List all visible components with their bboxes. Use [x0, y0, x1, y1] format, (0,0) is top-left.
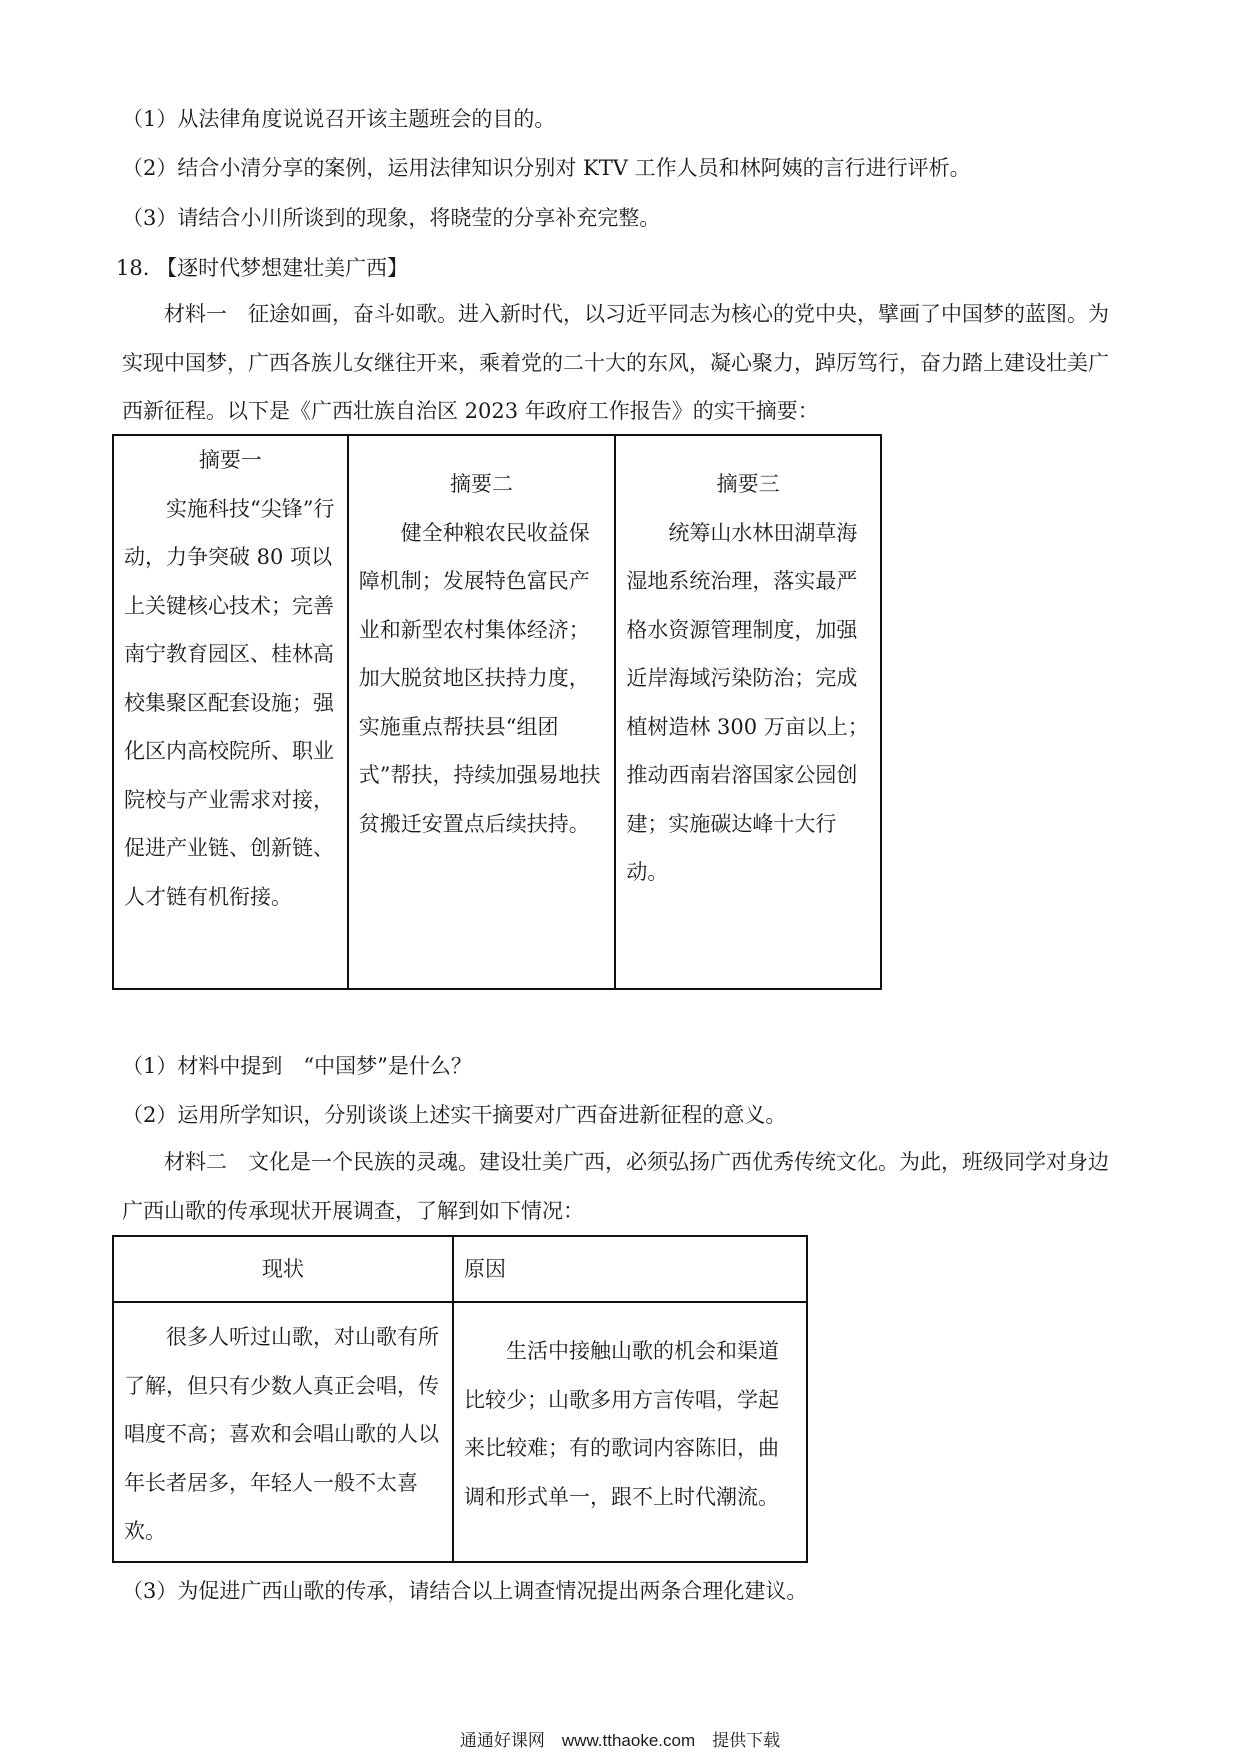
- reason-cell: [453, 1302, 807, 1562]
- summary-3-text: 统筹山水林田湖草海湿地系统治理，落实最严格水资源管理制度，加强近岸海域污染防治；完成植树造林 300 万亩以上；推动西南岩溶国家公园创建；实施碳达峰十大行动。: [626, 520, 869, 884]
- question-3: （3）请结合小川所谈到的现象，将晓莹的分享补充完整。: [122, 206, 661, 230]
- summary-1-text: 实施科技“尖锋”行动，力争突破 80 项以上关键核心技术；完善南宁教育园区、桂林高校集聚区配套设施；强化区内高校院所、职业院校与产业需求对接，促进产业链、创新链、人才链有机衔接。: [124, 496, 335, 909]
- question-18-heading: 18. 【逐时代梦想建壮美广西】: [116, 256, 409, 280]
- question-2: （2）结合小清分享的案例，运用法律知识分别对 KTV 工作人员和林阿姨的言行进行评析。: [122, 156, 971, 180]
- summary-col-2: [348, 435, 616, 989]
- summary-2-title: 摘要二: [450, 472, 514, 496]
- status-text: 很多人听过山歌，对山歌有所了解，但只有少数人真正会唱，传唱度不高；喜欢和会唱山歌的人以年长者居多，年轻人一般不太喜欢。: [124, 1325, 439, 1543]
- sub-question-1: （1）材料中提到 “中国梦”是什么？: [122, 1054, 472, 1078]
- summary-col-3: [615, 435, 881, 989]
- summary-table: [112, 434, 882, 990]
- status-cell: [113, 1302, 453, 1562]
- survey-table: [112, 1235, 808, 1563]
- summary-2-text: 健全种粮农民收益保障机制；发展特色富民产业和新型农村集体经济；加大脱贫地区扶持力度，实施重点帮扶县“组团式”帮扶，持续加强易地扶贫搬迁安置点后续扶持。: [358, 520, 601, 836]
- material-1: 材料一 征途如画，奋斗如歌。进入新时代，以习近平同志为核心的党中央，擘画了中国梦的蓝图。为实现中国梦，广西各族儿女继往开来，乘着党的二十大的东风，凝心聚力，踔厉笃行，奋力踏上建设壮美广西新征程。以下是《广西壮族自治区 2023 年政府工作报告》的实干摘要：: [122, 302, 1109, 423]
- material-2: 材料二 文化是一个民族的灵魂。建设壮美广西，必须弘扬广西优秀传统文化。为此，班级同学对身边广西山歌的传承现状开展调查，了解到如下情况：: [122, 1150, 1109, 1223]
- sub-question-2: （2）运用所学知识，分别谈谈上述实干摘要对广西奋进新征程的意义。: [122, 1103, 787, 1127]
- reason-text: 生活中接触山歌的机会和渠道比较少；山歌多用方言传唱，学起来比较难；有的歌词内容陈旧，曲调和形式单一，跟不上时代潮流。: [464, 1339, 779, 1509]
- sub-question-3: （3）为促进广西山歌的传承，请结合以上调查情况提出两条合理化建议。: [122, 1579, 808, 1603]
- summary-col-1: [113, 435, 348, 989]
- header-reason: 原因: [453, 1236, 807, 1302]
- summary-1-title: 摘要一: [198, 448, 262, 472]
- header-status: 现状: [113, 1236, 453, 1302]
- question-1: （1）从法律角度说说召开该主题班会的目的。: [122, 107, 556, 131]
- summary-3-title: 摘要三: [716, 472, 780, 496]
- page-footer: 通通好课网 www.tthaoke.com 提供下载: [459, 1731, 781, 1750]
